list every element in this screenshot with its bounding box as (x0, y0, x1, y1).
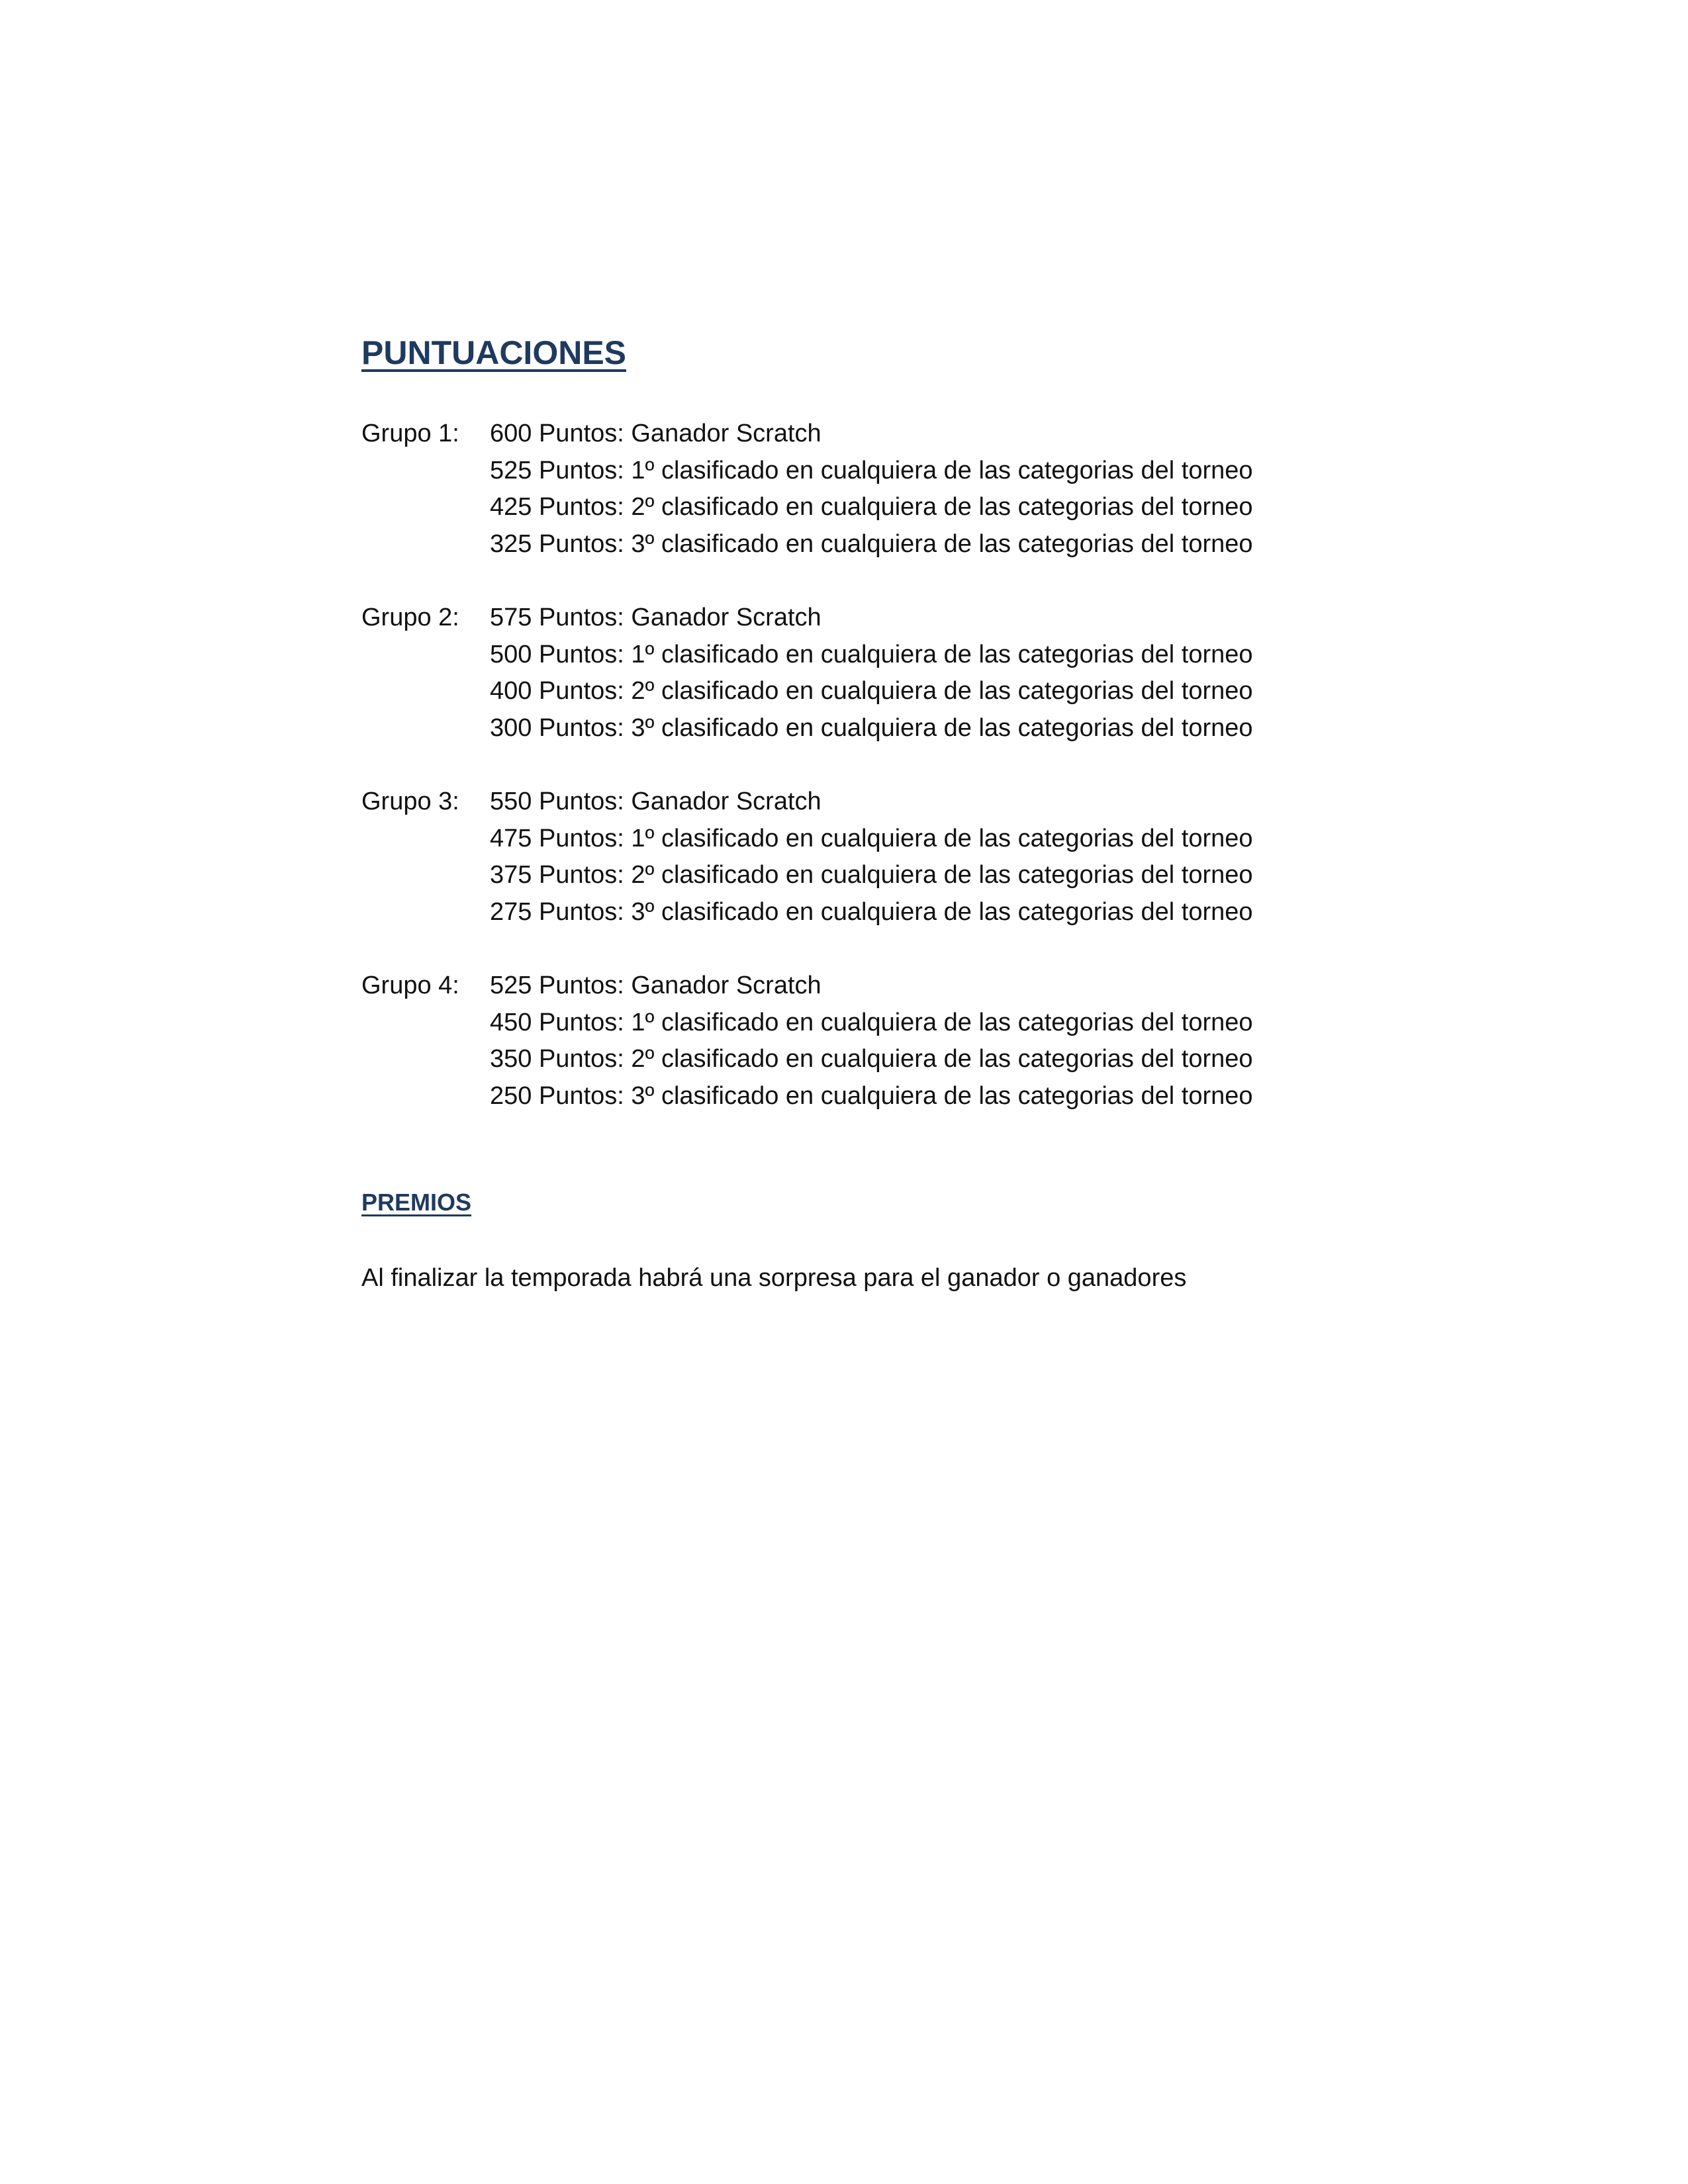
premios-text: Al finalizar la temporada habrá una sorpresa para el ganador o ganadores (361, 1264, 1187, 1292)
score-line: 275 Puntos: 3º clasificado en cualquiera de las categorias del torneo (490, 897, 1253, 926)
group-3 (361, 784, 1394, 931)
score-line: 250 Puntos: 3º clasificado en cualquiera de las categorias del torneo (490, 1081, 1253, 1110)
score-line: 600 Puntos: Ganador Scratch (490, 420, 821, 447)
group-label: Grupo 1: (361, 420, 459, 447)
group-lines (490, 416, 1394, 563)
group-label: Grupo 4: (361, 972, 459, 999)
score-line: 500 Puntos: 1º clasificado en cualquiera de las categorias del torneo (490, 640, 1253, 668)
group-lines (490, 784, 1394, 931)
score-line: 425 Puntos: 2º clasificado en cualquiera de las categorias del torneo (490, 493, 1253, 521)
group-4 (361, 968, 1394, 1115)
score-groups (361, 416, 1394, 1152)
score-line: 300 Puntos: 3º clasificado en cualquiera de las categorias del torneo (490, 713, 1253, 742)
score-line: 475 Puntos: 1º clasificado en cualquiera de las categorias del torneo (490, 824, 1253, 852)
group-label: Grupo 3: (361, 788, 459, 815)
group-lines (490, 968, 1394, 1115)
score-line: 550 Puntos: Ganador Scratch (490, 788, 821, 815)
page-title: PUNTUACIONES (361, 334, 627, 371)
group-2 (361, 600, 1394, 747)
score-line: 375 Puntos: 2º clasificado en cualquiera de las categorias del torneo (490, 861, 1253, 889)
score-line: 575 Puntos: Ganador Scratch (490, 604, 821, 631)
score-line: 525 Puntos: Ganador Scratch (490, 972, 821, 999)
group-label: Grupo 2: (361, 604, 459, 631)
score-line: 325 Puntos: 3º clasificado en cualquiera de las categorias del torneo (490, 529, 1253, 558)
premios-heading: PREMIOS (361, 1189, 472, 1216)
group-lines (490, 600, 1394, 747)
score-line: 400 Puntos: 2º clasificado en cualquiera de las categorias del torneo (490, 677, 1253, 705)
group-1 (361, 416, 1394, 563)
score-line: 450 Puntos: 1º clasificado en cualquiera de las categorias del torneo (490, 1008, 1253, 1036)
score-line: 350 Puntos: 2º clasificado en cualquiera de las categorias del torneo (490, 1045, 1253, 1073)
score-line: 525 Puntos: 1º clasificado en cualquiera de las categorias del torneo (490, 456, 1253, 484)
